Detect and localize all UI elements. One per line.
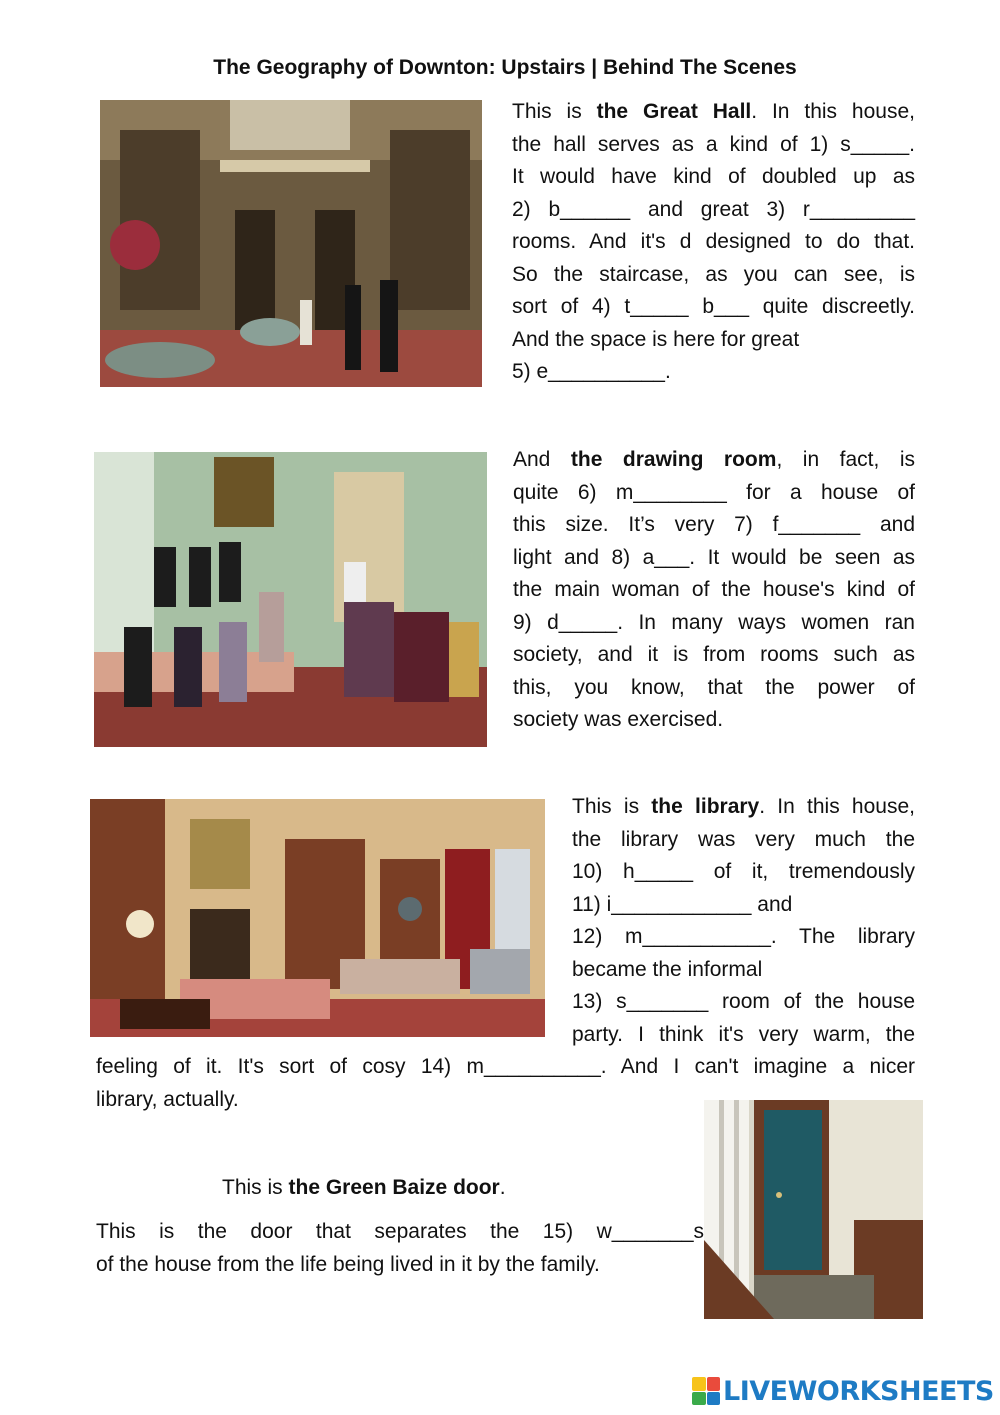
- drawing-room-photo: [94, 452, 487, 747]
- drawing-room-text: [513, 444, 915, 737]
- library-photo: [90, 799, 545, 1037]
- text-line: It would have kind of doubled up as: [512, 165, 915, 188]
- library-text: [572, 791, 915, 1051]
- text-line: 10) h_____ of it, tremendously: [572, 860, 915, 883]
- text-line: This is the Great Hall. In this house,: [512, 100, 915, 123]
- liveworksheets-brand: [692, 1374, 994, 1408]
- text-line: this, you know, that the power of: [513, 675, 915, 699]
- text-line: 12) m___________. The library: [572, 925, 915, 948]
- baize-door-text: [96, 1216, 704, 1281]
- text-line: 5) e__________.: [512, 360, 671, 383]
- text-line: quite 6) m________ for a house of: [513, 480, 915, 504]
- text-line: 2) b______ and great 3) r_________: [512, 197, 915, 221]
- drawing-room-term: the drawing room: [570, 448, 777, 471]
- text-line: rooms. And it's d designed to do that.: [512, 230, 915, 253]
- text-line: society was exercised.: [513, 708, 724, 731]
- text-line: light and 8) a___. It would be seen as: [513, 545, 915, 569]
- text-line: party. I think it's very warm, the: [572, 1022, 915, 1046]
- great-hall-term: the Great Hall: [596, 100, 752, 123]
- brand-name: LIVEWORKSHEETS: [723, 1375, 994, 1407]
- text-line: society, and it is from rooms such as: [513, 643, 915, 666]
- text-line: of the house from the life being lived in it by the family.: [96, 1252, 600, 1276]
- great-hall-text: [512, 96, 915, 389]
- text-line: the library was very much the: [572, 827, 915, 851]
- text-line: 11) i____________ and: [572, 892, 793, 916]
- text-line: This is the library. In this house,: [572, 795, 915, 818]
- baize-door-term: the Green Baize door: [288, 1176, 500, 1199]
- text-line: this size. It’s very 7) f_______ and: [513, 513, 915, 536]
- text-line: And the drawing room, in fact, is: [513, 448, 916, 471]
- text-line: became the informal: [572, 957, 763, 981]
- baize-door-photo: [704, 1100, 923, 1319]
- text-line: And the space is here for great: [512, 327, 800, 351]
- text-line: 13) s_______ room of the house: [572, 990, 915, 1013]
- library-term: the library: [651, 795, 760, 818]
- page-title: The Geography of Downton: Upstairs | Behind The Scenes: [213, 56, 797, 79]
- text-line: So the staircase, as you can see, is: [512, 262, 915, 286]
- text-line: This is the door that separates the 15) w_______s: [96, 1220, 704, 1243]
- text-line: the hall serves as a kind of 1) s_____.: [512, 132, 915, 156]
- text-line: 9) d_____. In many ways women ran: [513, 610, 915, 634]
- text-line: the main woman of the house's kind of: [513, 578, 915, 601]
- liveworksheets-logo-icon: [692, 1377, 720, 1405]
- text-line: library, actually.: [96, 1087, 239, 1111]
- text-line: sort of 4) t_____ b___ quite discreetly.: [512, 295, 915, 318]
- baize-door-heading: This is the Green Baize door.: [222, 1176, 506, 1199]
- great-hall-photo: [100, 100, 482, 387]
- text-line: feeling of it. It's sort of cosy 14) m__________. And I can't imagine a nicer: [96, 1055, 915, 1078]
